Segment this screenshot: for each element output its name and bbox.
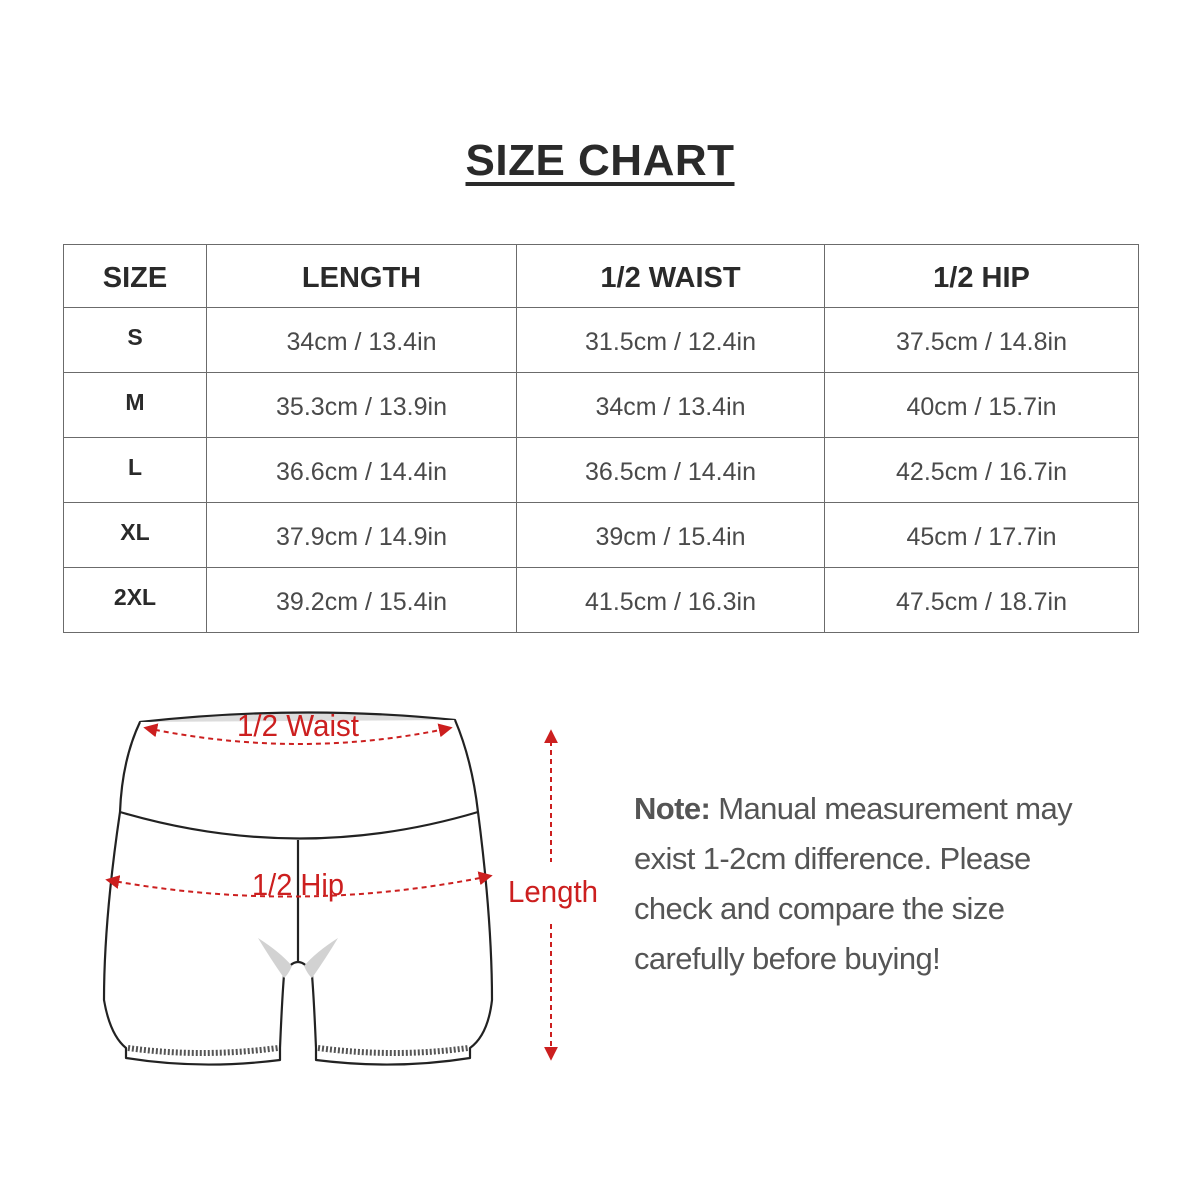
length-cell: 37.9cm / 14.9in [207,503,517,568]
waist-cell: 31.5cm / 12.4in [517,308,825,373]
hip-label: 1/2 Hip [252,867,344,902]
waist-cell: 39cm / 15.4in [517,503,825,568]
hip-cell: 47.5cm / 18.7in [825,568,1139,633]
length-cell: 34cm / 13.4in [207,308,517,373]
measurement-note [634,784,1104,984]
note-label: Note: [634,791,711,826]
length-cell: 39.2cm / 15.4in [207,568,517,633]
length-cell: 36.6cm / 14.4in [207,438,517,503]
note-text: Manual measurement may exist 1-2cm difference. Please check and compare the size carefully before buying! [634,791,1073,976]
hip-cell: 42.5cm / 16.7in [825,438,1139,503]
waist-cell: 41.5cm / 16.3in [517,568,825,633]
size-cell: XL [64,503,207,568]
waist-label: 1/2 Waist [237,708,360,743]
waist-cell: 34cm / 13.4in [517,373,825,438]
length-label: Length [508,874,598,909]
hip-cell: 45cm / 17.7in [825,503,1139,568]
header-size: SIZE [64,245,207,308]
length-cell: 35.3cm / 13.9in [207,373,517,438]
size-cell: L [64,438,207,503]
header-length: LENGTH [207,245,517,308]
header-half-waist: 1/2 WAIST [517,245,825,308]
waist-cell: 36.5cm / 14.4in [517,438,825,503]
hip-cell: 40cm / 15.7in [825,373,1139,438]
size-cell: S [64,308,207,373]
header-half-hip: 1/2 HIP [825,245,1139,308]
size-cell: M [64,373,207,438]
size-cell: 2XL [64,568,207,633]
hip-cell: 37.5cm / 14.8in [825,308,1139,373]
page-title-text: SIZE CHART [465,136,735,185]
